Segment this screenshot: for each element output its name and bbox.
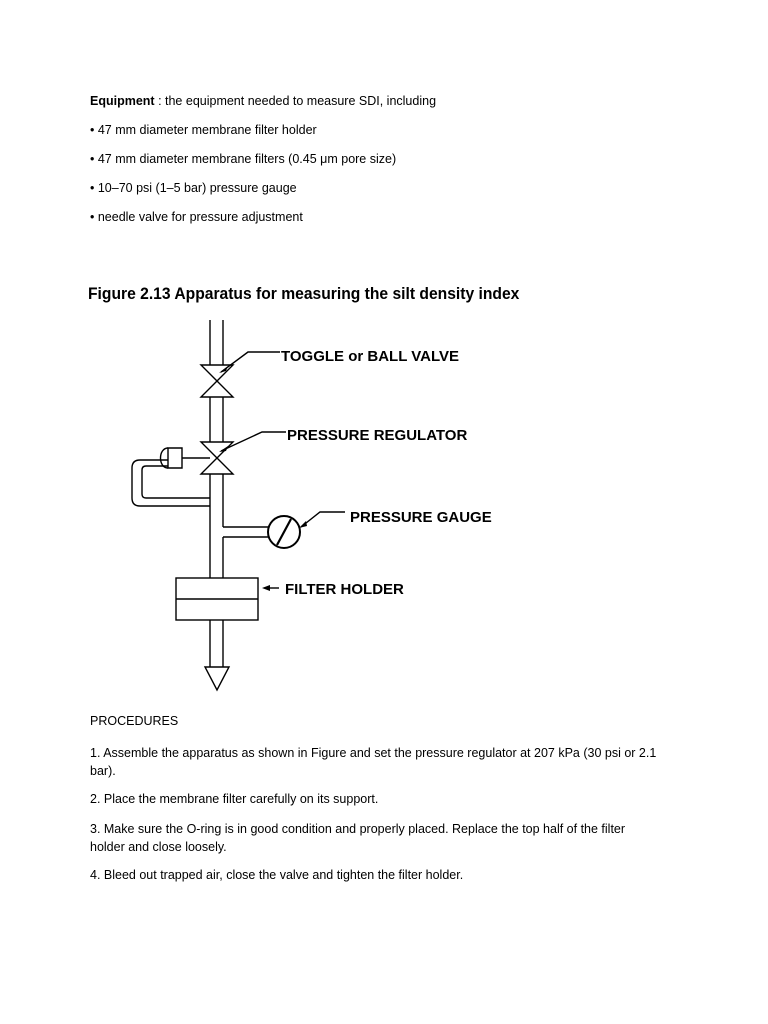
procedure-step: 3. Make sure the O-ring is in good condition and properly placed. Replace the top half of the filter holder and close loosely. (90, 822, 626, 854)
regulator-label: PRESSURE REGULATOR (287, 427, 468, 444)
valve-label: TOGGLE or BALL VALVE (281, 348, 460, 365)
equipment-label: Equipment (90, 94, 155, 108)
equipment-item: • needle valve for pressure adjustment (90, 210, 303, 224)
procedure-step: 2. Place the membrane filter carefully on its support. (90, 792, 379, 806)
toggle-valve-lower (201, 381, 233, 397)
gauge-label: PRESSURE GAUGE (350, 509, 492, 526)
equipment-item: • 47 mm diameter membrane filters (0.45 μm pore size) (90, 152, 397, 166)
equipment-intro-text: : the equipment needed to measure SDI, including (154, 94, 437, 108)
pressure-regulator-lower (201, 458, 233, 474)
procedure-step: 1. Assemble the apparatus as shown in Figure and set the pressure regulator at 207 kPa (30 psi or 2.1 bar). (90, 746, 657, 778)
procedures-heading: PROCEDURES (90, 714, 179, 728)
equipment-item: • 10–70 psi (1–5 bar) pressure gauge (90, 181, 297, 195)
procedure-step: 4. Bleed out trapped air, close the valve and tighten the filter holder. (90, 868, 464, 882)
figure-title: Figure 2.13 Apparatus for measuring the silt density index (88, 284, 520, 303)
holder-label: FILTER HOLDER (285, 581, 404, 598)
gauge-needle (277, 519, 291, 545)
outlet-arrow (205, 667, 229, 690)
equipment-item: • 47 mm diameter membrane filter holder (90, 123, 317, 137)
pressure-regulator-upper (201, 442, 233, 458)
